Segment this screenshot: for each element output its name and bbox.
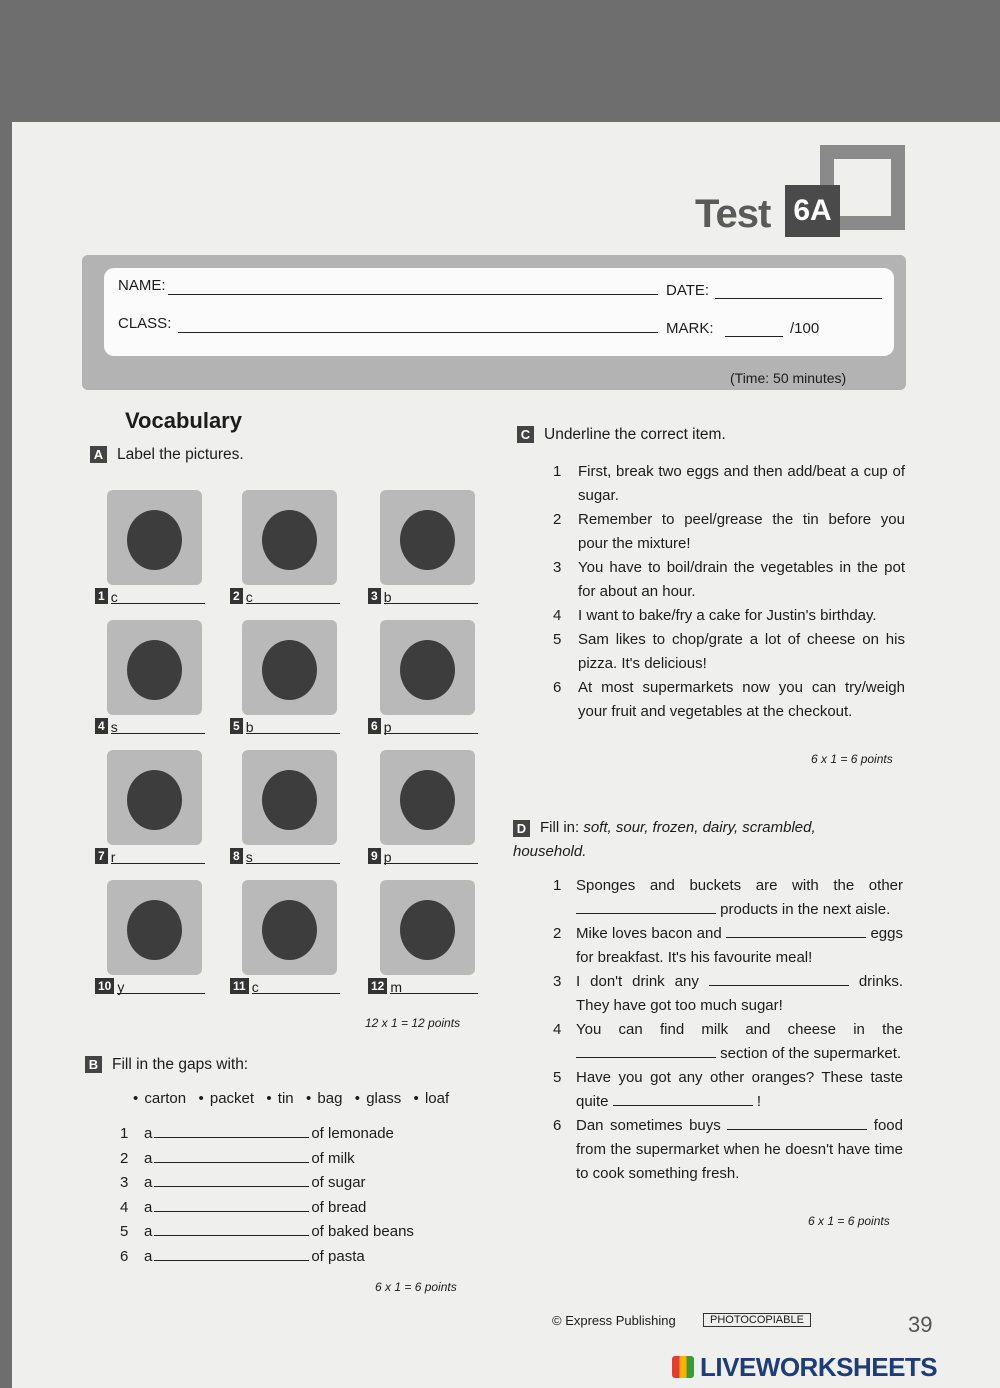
item-number: 9 bbox=[368, 848, 381, 864]
item-number: 7 bbox=[95, 848, 108, 864]
list-item bbox=[553, 1114, 903, 1186]
item-number: 4 bbox=[553, 607, 562, 624]
answer-field[interactable]: y bbox=[117, 980, 205, 994]
item-text: of lemonade bbox=[311, 1125, 394, 1142]
item-number: 2 bbox=[120, 1149, 129, 1167]
picture-label bbox=[95, 976, 205, 994]
answer-field[interactable]: c bbox=[252, 980, 340, 994]
item-text-after: ! bbox=[756, 1093, 762, 1110]
section-d-instruction: Fill in: bbox=[540, 819, 584, 836]
answer-field[interactable] bbox=[709, 972, 849, 986]
class-field[interactable] bbox=[178, 332, 658, 333]
food-picture bbox=[380, 880, 475, 975]
mark-label: MARK: bbox=[666, 320, 714, 337]
answer-field[interactable] bbox=[154, 1124, 309, 1138]
answer-field[interactable] bbox=[154, 1173, 309, 1187]
answer-field[interactable] bbox=[576, 1044, 716, 1058]
item-number: 3 bbox=[553, 973, 562, 990]
item-text: of pasta bbox=[311, 1248, 365, 1265]
section-title: Vocabulary bbox=[125, 408, 242, 433]
answer-field[interactable]: b bbox=[384, 590, 478, 604]
item-text: of baked beans bbox=[311, 1223, 414, 1241]
food-picture bbox=[380, 750, 475, 845]
item-text-before: Dan sometimes buys bbox=[576, 1117, 721, 1134]
list-item bbox=[553, 460, 905, 508]
class-label: CLASS: bbox=[118, 315, 172, 332]
answer-field[interactable] bbox=[154, 1198, 309, 1212]
answer-field[interactable] bbox=[727, 1116, 867, 1130]
item-text[interactable]: Sam likes to chop/grate a lot of cheese on his pizza. It's delicious! bbox=[578, 631, 905, 672]
picture-label bbox=[230, 976, 340, 994]
article: a bbox=[144, 1125, 153, 1142]
section-c-list bbox=[553, 460, 905, 724]
list-item bbox=[553, 508, 905, 556]
list-item bbox=[553, 970, 903, 1018]
section-d-words: soft, sour, frozen, dairy, scrambled, household. bbox=[513, 819, 816, 860]
item-number: 12 bbox=[368, 978, 387, 994]
item-number: 1 bbox=[553, 877, 562, 894]
list-item bbox=[553, 922, 903, 970]
picture-label bbox=[230, 846, 340, 864]
food-picture bbox=[242, 490, 337, 585]
answer-field[interactable] bbox=[154, 1247, 309, 1261]
item-number: 2 bbox=[553, 925, 562, 942]
list-item bbox=[553, 1018, 903, 1066]
food-picture bbox=[107, 490, 202, 585]
copyright: © Express Publishing bbox=[552, 1313, 676, 1328]
picture-label bbox=[368, 976, 478, 994]
item-number: 3 bbox=[368, 588, 381, 604]
answer-field[interactable]: p bbox=[384, 850, 478, 864]
item-number: 4 bbox=[120, 1198, 129, 1216]
answer-field[interactable]: m bbox=[390, 980, 478, 994]
section-a-marker: A bbox=[90, 446, 107, 463]
answer-field[interactable]: r bbox=[111, 850, 205, 864]
list-item bbox=[120, 1171, 366, 1195]
section-b-marker: B bbox=[85, 1056, 102, 1073]
picture-label bbox=[230, 586, 340, 604]
answer-field[interactable]: s bbox=[111, 720, 205, 734]
food-picture bbox=[107, 750, 202, 845]
answer-field[interactable]: s bbox=[246, 850, 340, 864]
name-label: NAME: bbox=[118, 277, 166, 294]
item-number: 10 bbox=[95, 978, 114, 994]
food-picture bbox=[242, 880, 337, 975]
item-text-before: You can find milk and cheese in the bbox=[576, 1021, 903, 1038]
list-item bbox=[120, 1245, 365, 1269]
answer-field[interactable]: p bbox=[384, 720, 478, 734]
article: a bbox=[144, 1149, 153, 1167]
list-item bbox=[120, 1122, 394, 1146]
section-c-points: 6 x 1 = 6 points bbox=[811, 752, 893, 766]
item-number: 2 bbox=[553, 511, 562, 528]
item-number: 1 bbox=[553, 463, 562, 480]
food-picture bbox=[107, 620, 202, 715]
item-number: 5 bbox=[230, 718, 243, 734]
answer-field[interactable] bbox=[154, 1149, 309, 1163]
item-text[interactable]: At most supermarkets now you can try/weigh your fruit and vegetables at the checkout. bbox=[578, 679, 905, 720]
name-field[interactable] bbox=[168, 294, 658, 295]
section-d-marker: D bbox=[513, 820, 530, 837]
item-number: 6 bbox=[553, 679, 562, 696]
item-number: 3 bbox=[120, 1174, 129, 1192]
section-a-points: 12 x 1 = 12 points bbox=[365, 1016, 461, 1030]
item-number: 1 bbox=[95, 588, 108, 604]
mark-total: /100 bbox=[790, 320, 820, 337]
item-number: 2 bbox=[230, 588, 243, 604]
list-item bbox=[553, 676, 905, 724]
item-number: 3 bbox=[553, 559, 562, 576]
item-text-before: Mike loves bacon and bbox=[576, 925, 722, 942]
item-text: of milk bbox=[311, 1149, 355, 1167]
test-badge: 6A bbox=[785, 185, 840, 237]
item-number: 5 bbox=[553, 631, 562, 648]
section-d-points: 6 x 1 = 6 points bbox=[808, 1214, 890, 1228]
answer-field[interactable] bbox=[154, 1222, 309, 1236]
item-text-before: Sponges and buckets are with the other bbox=[576, 877, 903, 894]
list-item bbox=[120, 1147, 355, 1171]
item-number: 5 bbox=[553, 1069, 562, 1086]
item-number: 4 bbox=[553, 1021, 562, 1038]
item-text[interactable]: Remember to peel/grease the tin before you pour the mixture! bbox=[578, 511, 905, 552]
item-number: 8 bbox=[230, 848, 243, 864]
item-number: 6 bbox=[368, 718, 381, 734]
section-c-instruction: Underline the correct item. bbox=[544, 426, 726, 443]
section-d-list bbox=[553, 874, 903, 1186]
item-text[interactable]: You have to boil/drain the vegetables in the pot for about an hour. bbox=[578, 559, 905, 600]
list-item bbox=[120, 1220, 414, 1244]
food-picture bbox=[242, 750, 337, 845]
section-c-marker: C bbox=[517, 426, 534, 443]
item-number: 4 bbox=[95, 718, 108, 734]
student-info-card bbox=[104, 268, 894, 356]
page-number: 39 bbox=[908, 1312, 933, 1337]
photocopiable-label: PHOTOCOPIABLE bbox=[703, 1313, 811, 1327]
answer-field[interactable]: b bbox=[246, 720, 340, 734]
item-text-after: eggs for breakfast. It's his favourite meal! bbox=[576, 925, 903, 966]
list-item bbox=[553, 1066, 903, 1114]
item-text[interactable]: First, break two eggs and then add/beat a cup of sugar. bbox=[578, 463, 905, 504]
item-number: 6 bbox=[553, 1117, 562, 1134]
section-b-points: 6 x 1 = 6 points bbox=[375, 1280, 457, 1294]
item-number: 6 bbox=[120, 1248, 129, 1265]
answer-field[interactable]: c bbox=[246, 590, 340, 604]
item-text: of sugar bbox=[311, 1174, 366, 1192]
item-number: 5 bbox=[120, 1223, 129, 1241]
picture-label bbox=[230, 716, 340, 734]
list-item bbox=[553, 604, 905, 628]
article: a bbox=[144, 1223, 153, 1241]
food-picture bbox=[242, 620, 337, 715]
item-text-before: Have you got any other oranges? These taste quite bbox=[576, 1069, 903, 1110]
time-limit: (Time: 50 minutes) bbox=[730, 370, 847, 386]
item-text-after: drinks. They have got too much sugar! bbox=[576, 973, 903, 1014]
item-text: of bread bbox=[311, 1198, 367, 1216]
picture-label bbox=[368, 846, 478, 864]
picture-label bbox=[368, 716, 478, 734]
article: a bbox=[144, 1198, 153, 1216]
list-item bbox=[553, 628, 905, 676]
item-number: 11 bbox=[230, 978, 249, 994]
date-label: DATE: bbox=[666, 282, 710, 299]
food-picture bbox=[380, 620, 475, 715]
section-a-instruction: Label the pictures. bbox=[117, 446, 244, 463]
item-text-after: products in the next aisle. bbox=[720, 901, 891, 918]
list-item bbox=[120, 1196, 366, 1220]
answer-field[interactable] bbox=[726, 924, 866, 938]
item-text-after: food from the supermarket when he doesn't have time to cook something fresh. bbox=[576, 1117, 903, 1182]
picture-label bbox=[95, 586, 205, 604]
date-field[interactable] bbox=[715, 298, 882, 299]
answer-field[interactable] bbox=[576, 900, 716, 914]
answer-field[interactable] bbox=[613, 1092, 753, 1106]
article: a bbox=[144, 1174, 153, 1192]
picture-label bbox=[95, 716, 205, 734]
answer-field[interactable]: c bbox=[111, 590, 205, 604]
liveworksheets-logo-icon bbox=[672, 1356, 694, 1378]
item-text[interactable]: I want to bake/fry a cake for Justin's birthday. bbox=[578, 607, 877, 624]
picture-label bbox=[95, 846, 205, 864]
food-picture bbox=[380, 490, 475, 585]
list-item bbox=[553, 874, 903, 922]
section-b-instruction: Fill in the gaps with: bbox=[112, 1056, 249, 1073]
item-text-after: section of the supermarket. bbox=[720, 1045, 902, 1062]
mark-field[interactable] bbox=[725, 336, 783, 337]
article: a bbox=[144, 1248, 153, 1265]
liveworksheets-watermark: LIVEWORKSHEETS bbox=[700, 1352, 938, 1382]
item-text-before: I don't drink any bbox=[576, 973, 699, 990]
test-title: Test bbox=[695, 192, 771, 236]
list-item bbox=[553, 556, 905, 604]
picture-label bbox=[368, 586, 478, 604]
item-number: 1 bbox=[120, 1125, 129, 1142]
word-bank: • carton • packet • tin • bag • glass • loaf bbox=[133, 1090, 450, 1107]
food-picture bbox=[107, 880, 202, 975]
